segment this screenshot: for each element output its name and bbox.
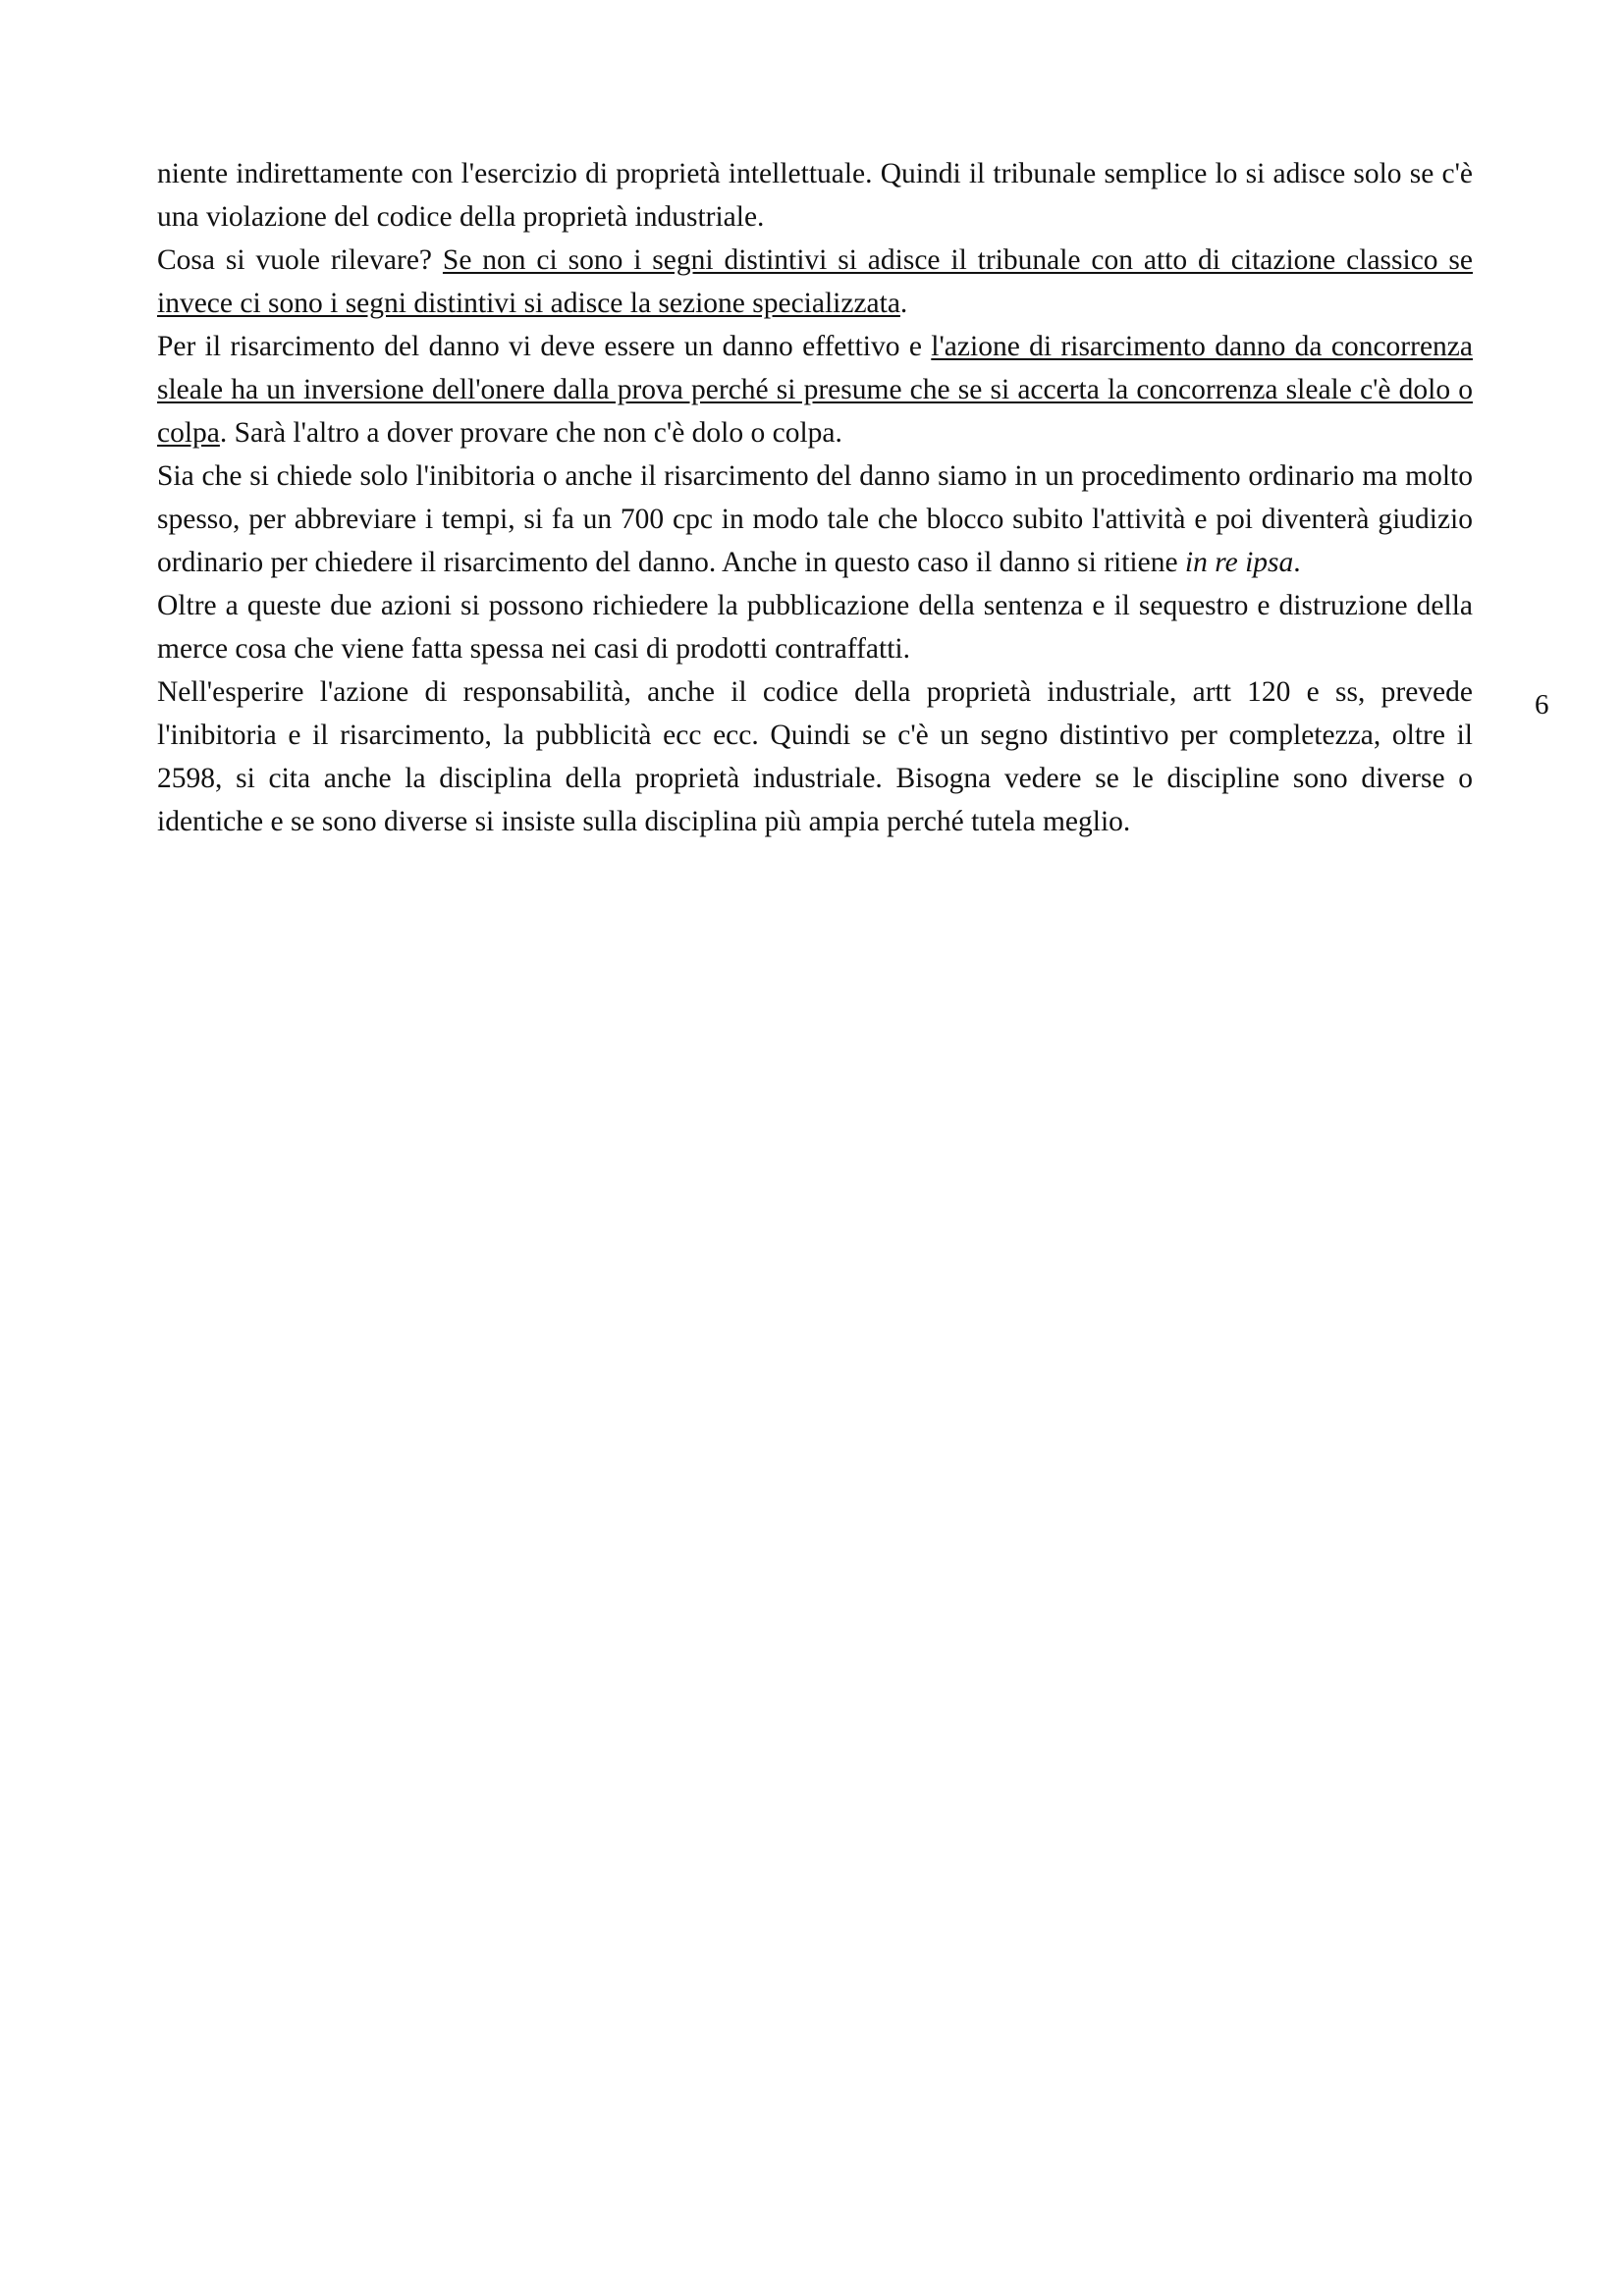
text-segment: Oltre a queste due azioni si possono richiedere la pubblicazione della sentenza e il sequestro e distruzione della merce cosa che viene fatta spessa nei casi di prodotti contraffatti. <box>157 590 1473 665</box>
italic-text: in re ipsa <box>1184 547 1294 578</box>
text-segment: Per il risarcimento del danno vi deve essere un danno effettivo e <box>157 331 932 362</box>
text-segment: Sia che si chiede solo l'inibitoria o anche il risarcimento del danno siamo in un procedimento ordinario ma molto spesso, per abbreviare i tempi, si fa un 700 cpc in modo tale che blocco subito l'attività e poi diventerà giudizio ordinario per chiedere il risarcimento del danno. Anche in questo caso il danno si ritiene <box>157 460 1473 578</box>
text-segment: Cosa si vuole rilevare? <box>157 244 443 276</box>
page-number: 6 <box>1535 689 1549 721</box>
underlined-text: l'azione di risarcimento danno da concorrenza sleale ha un inversione dell'onere dalla prova perché si presume che se si accerta la concorrenza sleale c'è dolo o colpa <box>157 331 1473 449</box>
paragraph-3 <box>157 325 1473 454</box>
paragraph-1 <box>157 152 1473 239</box>
paragraph-6 <box>157 670 1473 843</box>
text-segment: . <box>899 288 908 319</box>
paragraph-4 <box>157 454 1473 584</box>
text-segment: niente indirettamente con l'esercizio di proprietà intellettuale. Quindi il tribunale semplice lo si adisce solo se c'è una violazione del codice della proprietà industriale. <box>157 158 1473 233</box>
body-text <box>157 152 1473 843</box>
paragraph-5 <box>157 584 1473 670</box>
text-segment: . <box>1293 547 1301 578</box>
text-segment: . Sarà l'altro a dover provare che non c'è dolo o colpa. <box>219 417 842 449</box>
underlined-text: Se non ci sono i segni distintivi si adisce il tribunale con atto di citazione classico se invece ci sono i segni distintivi si adisce la sezione specializzata <box>157 244 1473 319</box>
text-segment: Nell'esperire l'azione di responsabilità, anche il codice della proprietà industriale, artt 120 e ss, prevede l'inibitoria e il risarcimento, la pubblicità ecc ecc. Quindi se c'è un segno distintivo per completezza, oltre il 2598, si cita anche la disciplina della proprietà industriale. Bisogna vedere se le discipline sono diverse o identiche e se sono diverse si insiste sulla disciplina più ampia perché tutela meglio. <box>157 676 1473 837</box>
paragraph-2 <box>157 239 1473 325</box>
